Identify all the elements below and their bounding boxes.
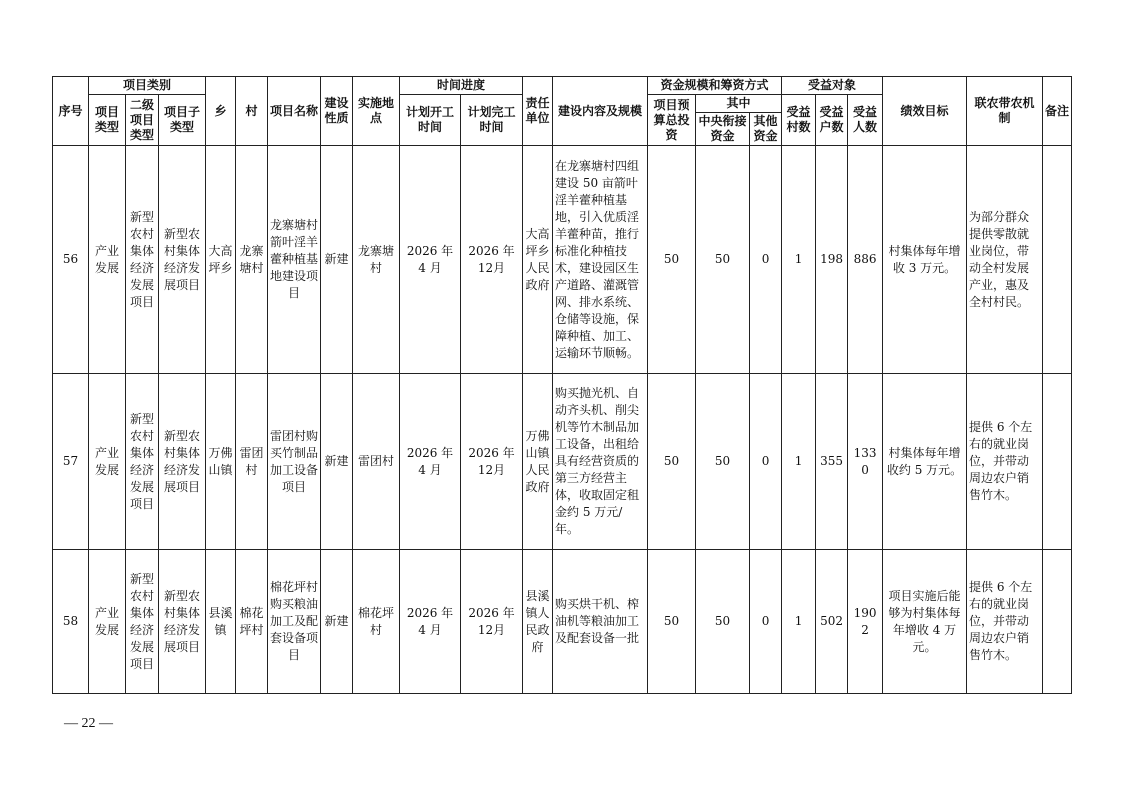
page-number: — 22 — [64,716,113,731]
cell-responsible-unit: 大高坪乡人民政府 [523,146,553,374]
cell-secondary-type: 新型农村集体经济发展项目 [126,374,159,550]
cell-benefit-villages: 1 [782,550,816,694]
cell-secondary-type: 新型农村集体经济发展项目 [126,146,159,374]
header-other-funds: 其他资金 [750,113,782,146]
header-content-scale: 建设内容及规模 [553,77,648,146]
header-village: 村 [236,77,268,146]
header-benefit-people: 受益人数 [848,95,883,146]
cell-benefit-people: 1902 [848,550,883,694]
cell-benefit-households: 198 [816,146,848,374]
table-row [53,374,1072,550]
cell-type: 产业发展 [89,550,126,694]
cell-seq: 57 [53,374,89,550]
cell-other-funds: 0 [750,550,782,694]
cell-benefit-people: 1330 [848,374,883,550]
header-benefit-households: 受益户数 [816,95,848,146]
cell-budget-total: 50 [648,146,696,374]
cell-village: 棉花坪村 [236,550,268,694]
header-linkage-mechanism: 联农带农机制 [967,77,1043,146]
cell-sub-type: 新型农村集体经济发展项目 [159,146,206,374]
cell-township: 万佛山镇 [206,374,236,550]
header-project-category: 项目类别 [89,77,206,95]
header-start-time: 计划开工时间 [400,95,461,146]
cell-budget-total: 50 [648,374,696,550]
cell-content-scale: 购买抛光机、自动齐头机、削尖机等竹木制品加工设备，出租给具有经营资质的第三方经营主体，收取固定租金约 5 万元/年。 [553,374,648,550]
cell-start-time: 2026 年 4 月 [400,550,461,694]
cell-type: 产业发展 [89,374,126,550]
table-row [53,146,1072,374]
header-responsible-unit: 责任单位 [523,77,553,146]
cell-seq: 58 [53,550,89,694]
header-schedule: 时间进度 [400,77,523,95]
table-header [53,77,1072,146]
header-seq: 序号 [53,77,89,146]
cell-seq: 56 [53,146,89,374]
cell-benefit-villages: 1 [782,374,816,550]
cell-linkage-mechanism: 提供 6 个左右的就业岗位，并带动周边农户销售竹木。 [967,550,1043,694]
header-beneficiaries: 受益对象 [782,77,883,95]
header-performance-goal: 绩效目标 [883,77,967,146]
header-among: 其中 [696,95,782,113]
cell-content-scale: 在龙寨塘村四组建设 50 亩箭叶淫羊藿种植基地，引入优质淫羊藿种苗，推行标准化种植技术，建设园区生产道路、灌溉管网、排水系统、仓储等设施，保障种植、加工、运输环节顺畅。 [553,146,648,374]
cell-responsible-unit: 县溪镇人民政府 [523,550,553,694]
cell-end-time: 2026 年 12月 [461,146,523,374]
cell-project-name: 龙寨塘村箭叶淫羊藿种植基地建设项目 [268,146,321,374]
header-budget-total: 项目预算总投资 [648,95,696,146]
cell-location: 棉花坪村 [353,550,400,694]
cell-sub-type: 新型农村集体经济发展项目 [159,550,206,694]
cell-linkage-mechanism: 提供 6 个左右的就业岗位，并带动周边农户销售竹木。 [967,374,1043,550]
cell-start-time: 2026 年 4 月 [400,374,461,550]
cell-other-funds: 0 [750,146,782,374]
header-sub-type: 项目子类型 [159,95,206,146]
header-construction-nature: 建设性质 [321,77,353,146]
cell-remarks [1043,550,1072,694]
cell-location: 龙寨塘村 [353,146,400,374]
cell-benefit-people: 886 [848,146,883,374]
header-location: 实施地点 [353,77,400,146]
project-table [52,76,1072,694]
cell-central-funds: 50 [696,550,750,694]
cell-linkage-mechanism: 为部分群众提供零散就业岗位，带动全村发展产业，惠及全村村民。 [967,146,1043,374]
cell-construction-nature: 新建 [321,550,353,694]
cell-village: 龙寨塘村 [236,146,268,374]
header-remarks: 备注 [1043,77,1072,146]
cell-township: 大高坪乡 [206,146,236,374]
cell-central-funds: 50 [696,146,750,374]
cell-type: 产业发展 [89,146,126,374]
header-project-type: 项目类型 [89,95,126,146]
cell-township: 县溪镇 [206,550,236,694]
cell-project-name: 棉花坪村购买粮油加工及配套设备项目 [268,550,321,694]
cell-remarks [1043,374,1072,550]
cell-content-scale: 购买烘干机、榨油机等粮油加工及配套设备一批 [553,550,648,694]
cell-village: 雷团村 [236,374,268,550]
cell-performance-goal: 村集体每年增收 3 万元。 [883,146,967,374]
cell-central-funds: 50 [696,374,750,550]
header-benefit-villages: 受益村数 [782,95,816,146]
table-row [53,550,1072,694]
cell-responsible-unit: 万佛山镇人民政府 [523,374,553,550]
cell-construction-nature: 新建 [321,146,353,374]
cell-sub-type: 新型农村集体经济发展项目 [159,374,206,550]
cell-secondary-type: 新型农村集体经济发展项目 [126,550,159,694]
header-township: 乡 [206,77,236,146]
cell-benefit-households: 502 [816,550,848,694]
header-central-funds: 中央衔接资金 [696,113,750,146]
cell-end-time: 2026 年 12月 [461,374,523,550]
cell-project-name: 雷团村购买竹制品加工设备项目 [268,374,321,550]
cell-remarks [1043,146,1072,374]
cell-end-time: 2026 年 12月 [461,550,523,694]
cell-other-funds: 0 [750,374,782,550]
cell-benefit-households: 355 [816,374,848,550]
header-funding: 资金规模和筹资方式 [648,77,782,95]
cell-benefit-villages: 1 [782,146,816,374]
header-secondary-type: 二级项目类型 [126,95,159,146]
cell-construction-nature: 新建 [321,374,353,550]
cell-performance-goal: 村集体每年增收约 5 万元。 [883,374,967,550]
cell-budget-total: 50 [648,550,696,694]
cell-performance-goal: 项目实施后能够为村集体每年增收 4 万元。 [883,550,967,694]
header-project-name: 项目名称 [268,77,321,146]
header-end-time: 计划完工时间 [461,95,523,146]
cell-location: 雷团村 [353,374,400,550]
cell-start-time: 2026 年 4 月 [400,146,461,374]
